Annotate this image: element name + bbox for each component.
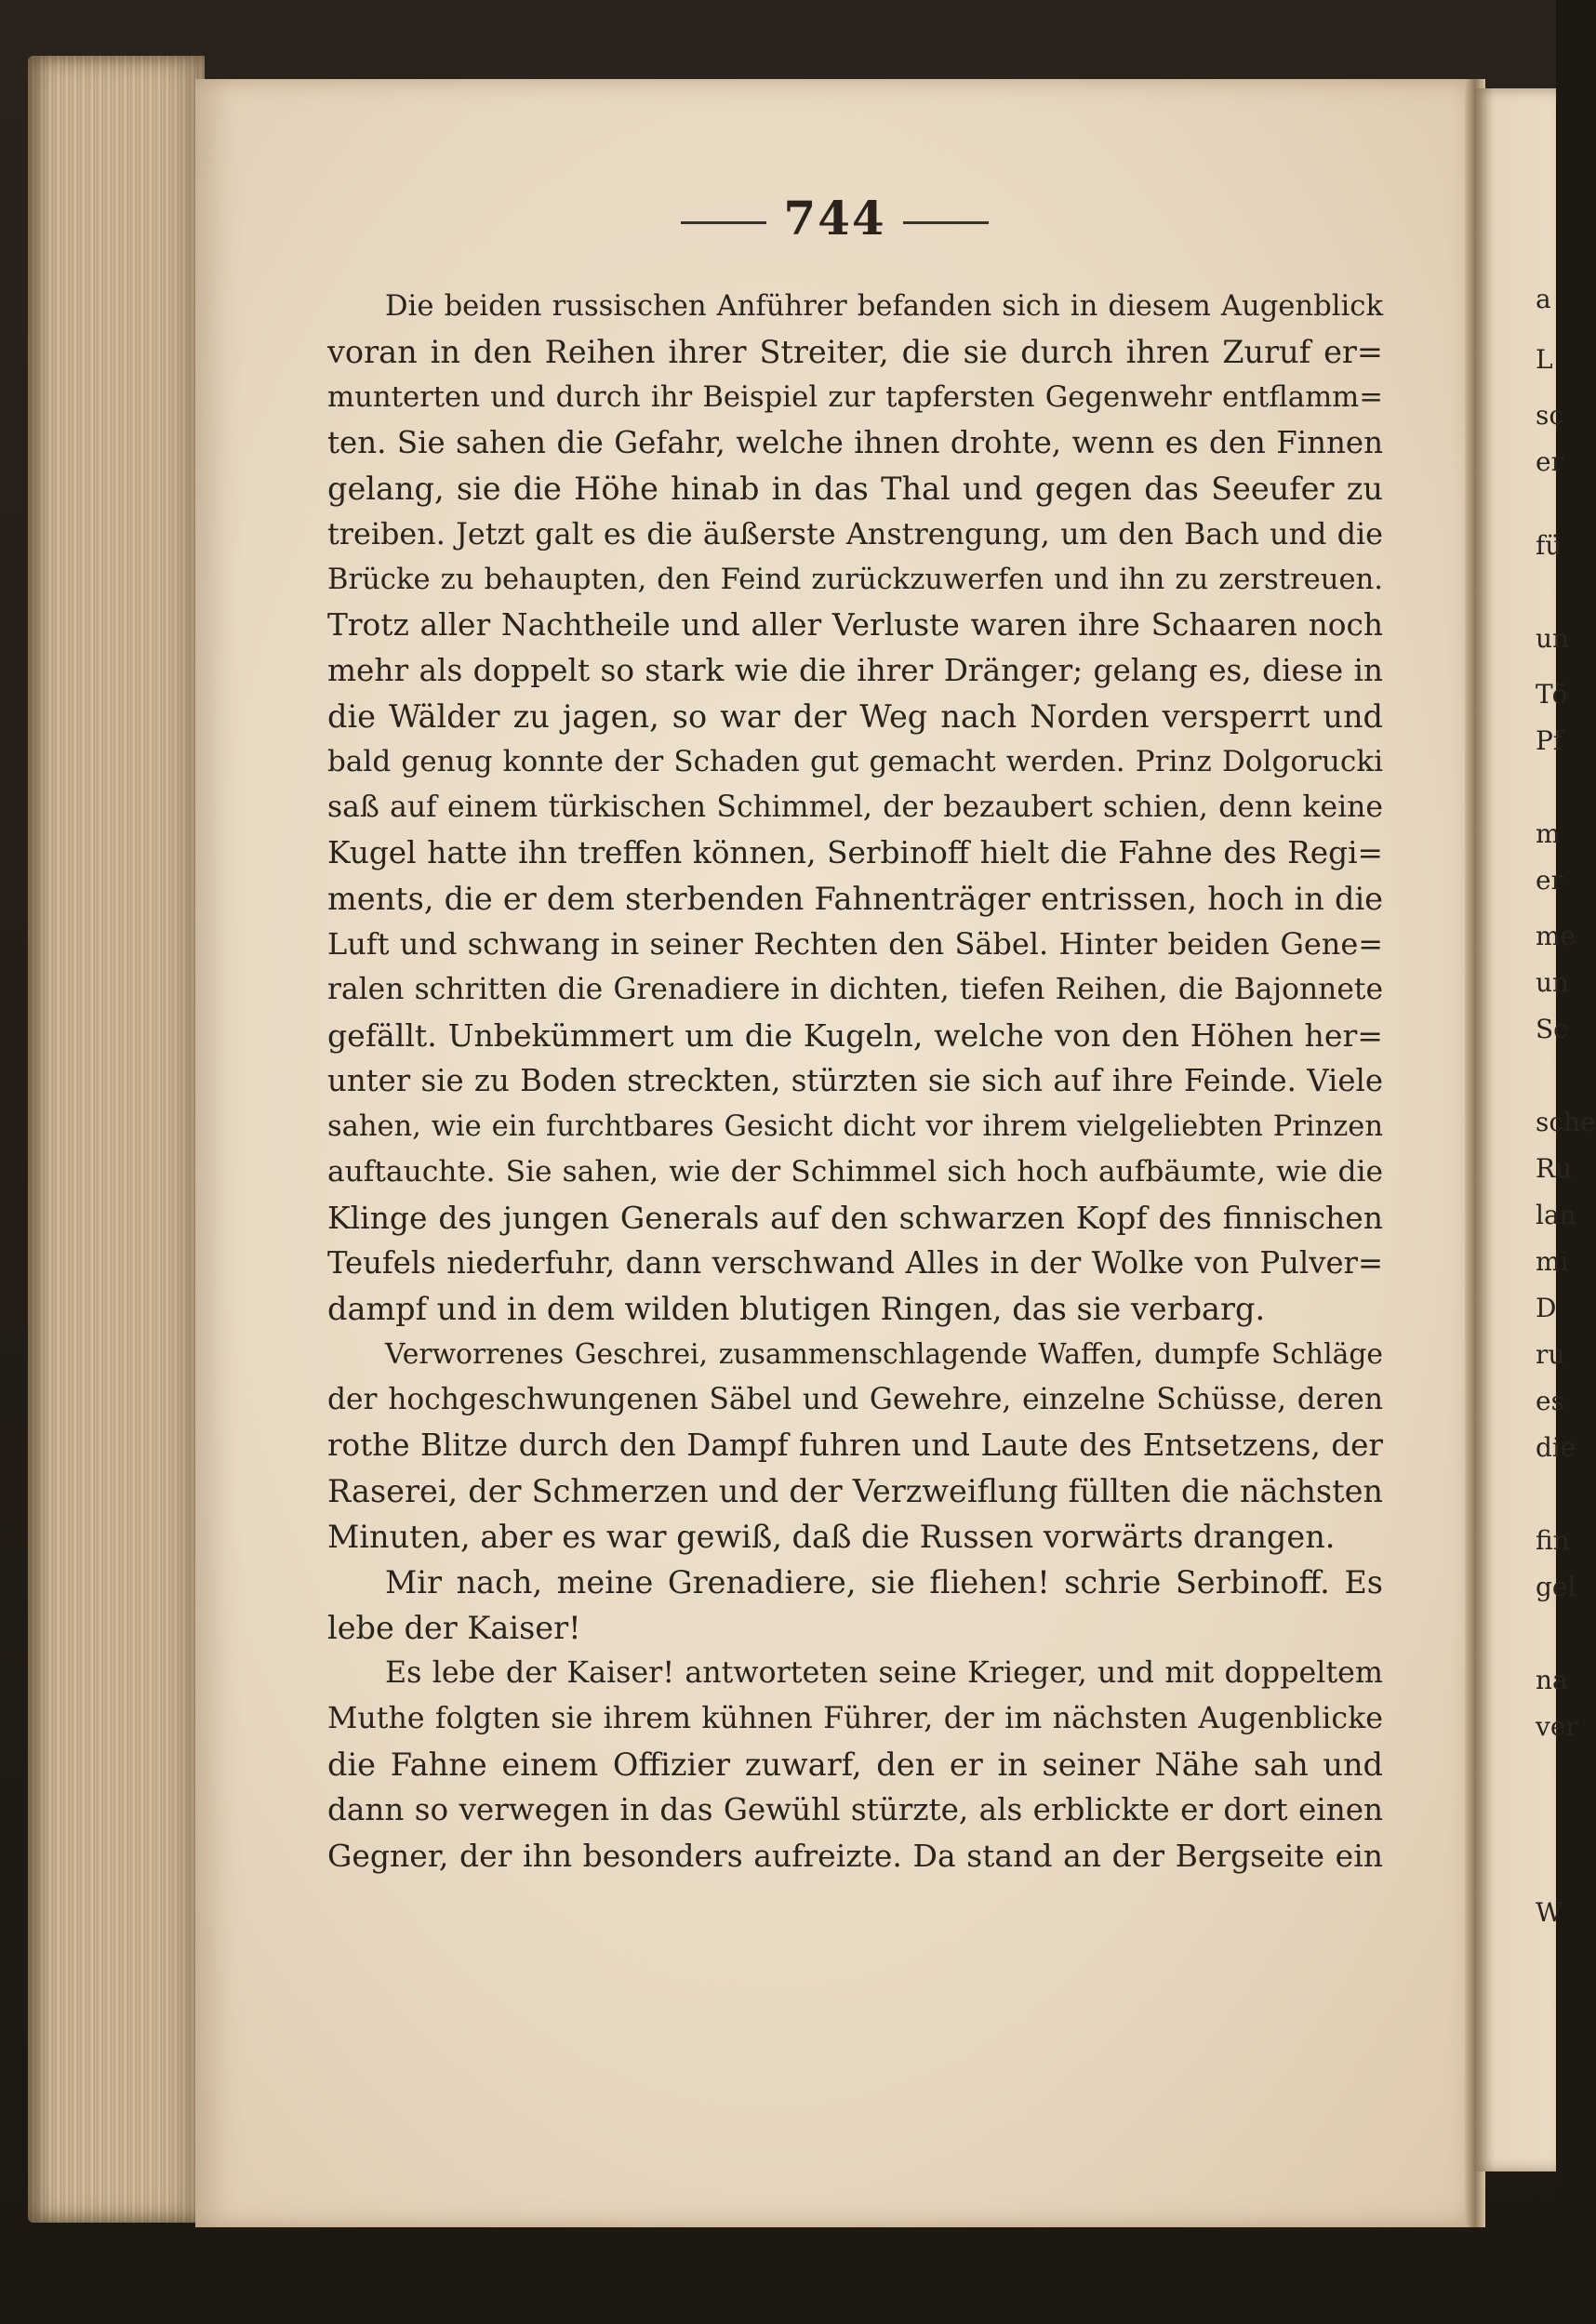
next-page-fragment: m — [1536, 818, 1561, 849]
text-line: auftauchte. Sie sahen, wie der Schimmel sich hoch aufbäumte, wie die — [327, 1155, 1383, 1189]
next-page-fragment: Pf — [1536, 725, 1563, 756]
next-page-fragment: ru — [1536, 1339, 1565, 1370]
text-line: Kugel hatte ihn treffen können, Serbinoff hielt die Fahne des Regi= — [327, 835, 1383, 870]
next-page-fragment: fin — [1536, 1525, 1570, 1556]
next-page-fragment: W — [1536, 1897, 1563, 1928]
text-line: Die beiden russischen Anführer befanden sich in diesem Augenblick — [385, 290, 1383, 323]
text-line: ralen schritten die Grenadiere in dichten, tiefen Reihen, die Bajonnete — [327, 973, 1383, 1006]
text-line: unter sie zu Boden streckten, stürzten sie sich auf ihre Feinde. Viele — [327, 1063, 1383, 1098]
header-rule-left — [681, 221, 766, 224]
next-page-fragment: es — [1536, 1386, 1564, 1416]
next-page-fragment: fü — [1536, 530, 1563, 561]
text-line: Muthe folgten sie ihrem kühnen Führer, der im nächsten Augenblicke — [327, 1702, 1383, 1735]
text-line: dann so verwegen in das Gewühl stürzte, als erblickte er dort einen — [327, 1792, 1383, 1827]
text-line: Luft und schwang in seiner Rechten den Säbel. Hinter beiden Gene= — [327, 926, 1383, 962]
next-page-fragment: er — [1536, 865, 1563, 896]
text-line: bald genug konnte der Schaden gut gemacht werden. Prinz Dolgorucki — [327, 745, 1383, 778]
text-line: Gegner, der ihn besonders aufreizte. Da stand an der Bergseite ein — [327, 1838, 1383, 1874]
text-line: die Fahne einem Offizier zuwarf, den er in seiner Nähe sah und — [327, 1746, 1383, 1783]
page-edges — [28, 56, 205, 2223]
next-page-fragment: sc — [1536, 400, 1564, 431]
text-line: gelang, sie die Höhe hinab in das Thal und gegen das Seeufer zu — [327, 471, 1383, 507]
next-page-fragment: gel — [1536, 1572, 1576, 1602]
text-line: ten. Sie sahen die Gefahr, welche ihnen drohte, wenn es den Finnen — [327, 425, 1383, 460]
next-page-edge — [1474, 88, 1596, 2171]
text-line: gefällt. Unbekümmert um die Kugeln, welche von den Höhen her= — [327, 1017, 1383, 1054]
text-line: der hochgeschwungenen Säbel und Gewehre, einzelne Schüsse, deren — [327, 1383, 1383, 1416]
text-line: dampf und in dem wilden blutigen Ringen, das sie verbarg. — [327, 1291, 1266, 1327]
next-page-fragment: un — [1536, 623, 1570, 654]
next-page-fragment: L — [1536, 344, 1553, 375]
text-line: saß auf einem türkischen Schimmel, der bezaubert schien, denn keine — [327, 790, 1383, 824]
text-line: lebe der Kaiser! — [327, 1610, 581, 1646]
next-page-fragment: un — [1536, 967, 1570, 998]
next-page-fragment: ver — [1536, 1711, 1578, 1742]
text-line: Klinge des jungen Generals auf den schwarzen Kopf des finnischen — [327, 1200, 1383, 1236]
text-line: Brücke zu behaupten, den Feind zurückzuwerfen und ihn zu zerstreuen. — [327, 564, 1383, 596]
text-line: rothe Blitze durch den Dampf fuhren und Laute des Entsetzens, der — [327, 1428, 1383, 1463]
text-line: mehr als doppelt so stark wie die ihrer Dränger; gelang es, diese in — [327, 653, 1383, 688]
next-page-fragment: er — [1536, 446, 1563, 477]
next-page-fragment: a — [1536, 284, 1551, 314]
text-line: Trotz aller Nachtheile und aller Verluste waren ihre Schaaren noch — [327, 607, 1383, 643]
next-page-fragment: mi — [1536, 1246, 1569, 1277]
next-page-fragment: Tö — [1536, 679, 1568, 710]
next-page-fragment: na — [1536, 1665, 1568, 1695]
next-page-fragment: Ru — [1536, 1153, 1573, 1184]
text-line: die Wälder zu jagen, so war der Weg nach Norden versperrt und — [327, 698, 1383, 735]
next-page-fragment: sche — [1536, 1107, 1596, 1137]
body-text — [327, 284, 1383, 1879]
next-page-fragment: D — [1536, 1293, 1557, 1323]
text-line: munterten und durch ihr Beispiel zur tapfersten Gegenwehr entflamm= — [327, 381, 1383, 414]
next-page-fragment: lan — [1536, 1200, 1576, 1230]
page-header — [195, 191, 1474, 246]
text-line: Raserei, der Schmerzen und der Verzweiflung füllten die nächsten — [327, 1473, 1383, 1509]
text-line: Es lebe der Kaiser! antworteten seine Krieger, und mit doppeltem — [385, 1656, 1383, 1690]
text-line: Minuten, aber es war gewiß, daß die Russen vorwärts drangen. — [327, 1519, 1336, 1555]
text-line: sahen, wie ein furchtbares Gesicht dicht vor ihrem vielgeliebten Prinzen — [327, 1110, 1383, 1143]
text-line: Verworrenes Geschrei, zusammenschlagende Waffen, dumpfe Schläge — [385, 1338, 1383, 1371]
text-line: Mir nach, meine Grenadiere, sie fliehen! schrie Serbinoff. Es — [385, 1564, 1383, 1600]
next-page-fragment: Sc — [1536, 1014, 1568, 1044]
text-line: voran in den Reihen ihrer Streiter, die sie durch ihren Zuruf er= — [327, 334, 1383, 370]
text-line: Teufels niederfuhr, dann verschwand Alles in der Wolke von Pulver= — [327, 1245, 1383, 1281]
next-page-fragment: die — [1536, 1432, 1576, 1463]
next-page-fragment: me — [1536, 921, 1576, 951]
page-number: 744 — [783, 191, 886, 246]
text-line: treiben. Jetzt galt es die äußerste Anstrengung, um den Bach und die — [327, 516, 1383, 551]
text-line: ments, die er dem sterbenden Fahnenträger entrissen, hoch in die — [327, 881, 1383, 917]
header-rule-right — [903, 221, 989, 224]
